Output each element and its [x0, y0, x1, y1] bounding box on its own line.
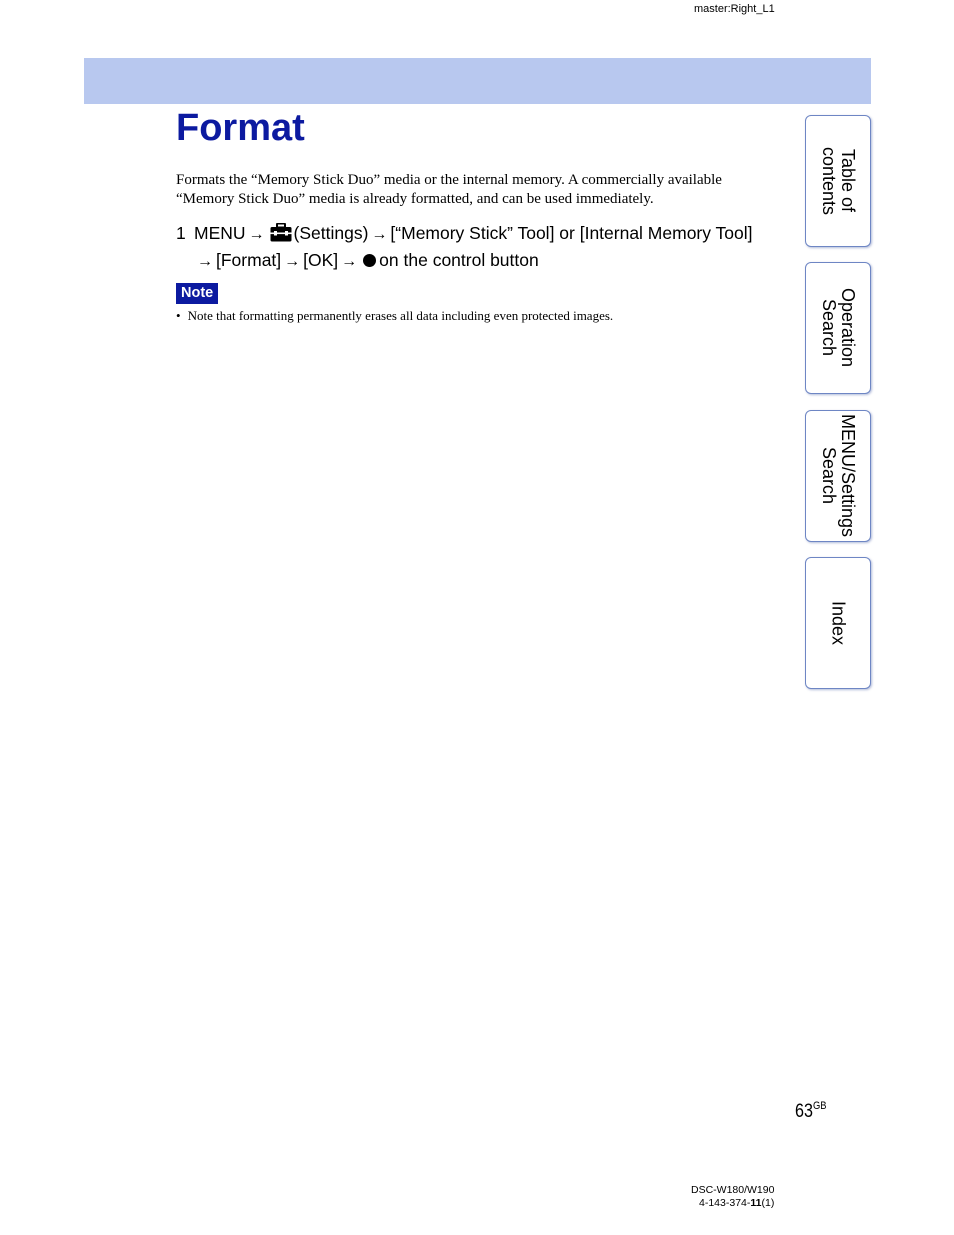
menu-label: MENU [194, 223, 246, 243]
model-code [691, 1197, 774, 1210]
step-text [194, 221, 766, 274]
filled-circle-icon [363, 254, 376, 267]
model-code-suffix: (1) [761, 1197, 775, 1209]
control-button-label: on the control button [379, 250, 539, 270]
model-code-prefix: 4-143-374- [699, 1197, 751, 1209]
intro-paragraph: Formats the “Memory Stick Duo” media or the internal memory. A commercially available “Memory Stick Duo” media is already formatted, and can be used immediately. [176, 172, 722, 207]
tool-label: [“Memory Stick” Tool] or [Internal Memory Tool] [390, 223, 753, 243]
tab-menu-settings-search[interactable] [805, 410, 871, 542]
page-title: Format [176, 107, 305, 149]
tab-label: MENU/Settings Search [819, 414, 858, 538]
tab-index[interactable] [805, 557, 871, 689]
tab-label: Table of contents [819, 146, 858, 216]
note-label: Note [176, 283, 218, 304]
step-number: 1 [176, 223, 186, 243]
arrow-icon: → [371, 226, 388, 243]
note-list [176, 307, 613, 324]
header-band [84, 58, 871, 104]
tab-table-of-contents[interactable] [805, 115, 871, 247]
settings-label: (Settings) [293, 223, 369, 243]
step-1 [176, 221, 766, 274]
arrow-icon: → [248, 226, 265, 243]
model-info [691, 1184, 774, 1210]
arrow-icon: → [197, 253, 213, 270]
note-item: • Note that formatting permanently erases all data including even protected images. [176, 307, 613, 324]
page-number-value: 63 [795, 1101, 813, 1122]
ok-label: [OK] [303, 250, 339, 270]
arrow-icon: → [341, 253, 358, 270]
tab-operation-search[interactable] [805, 262, 871, 394]
arrow-icon: → [284, 253, 301, 270]
tab-label: Index [828, 600, 849, 646]
toolbox-icon [270, 223, 292, 248]
tab-label: Operation Search [819, 288, 858, 368]
page-number-suffix: GB [812, 1100, 827, 1112]
master-label: master:Right_L1 [694, 3, 775, 15]
model-code-bold: 11 [750, 1197, 762, 1209]
model-name: DSC-W180/W190 [691, 1184, 775, 1196]
format-label: [Format] [216, 250, 282, 270]
page-number [795, 1100, 826, 1123]
